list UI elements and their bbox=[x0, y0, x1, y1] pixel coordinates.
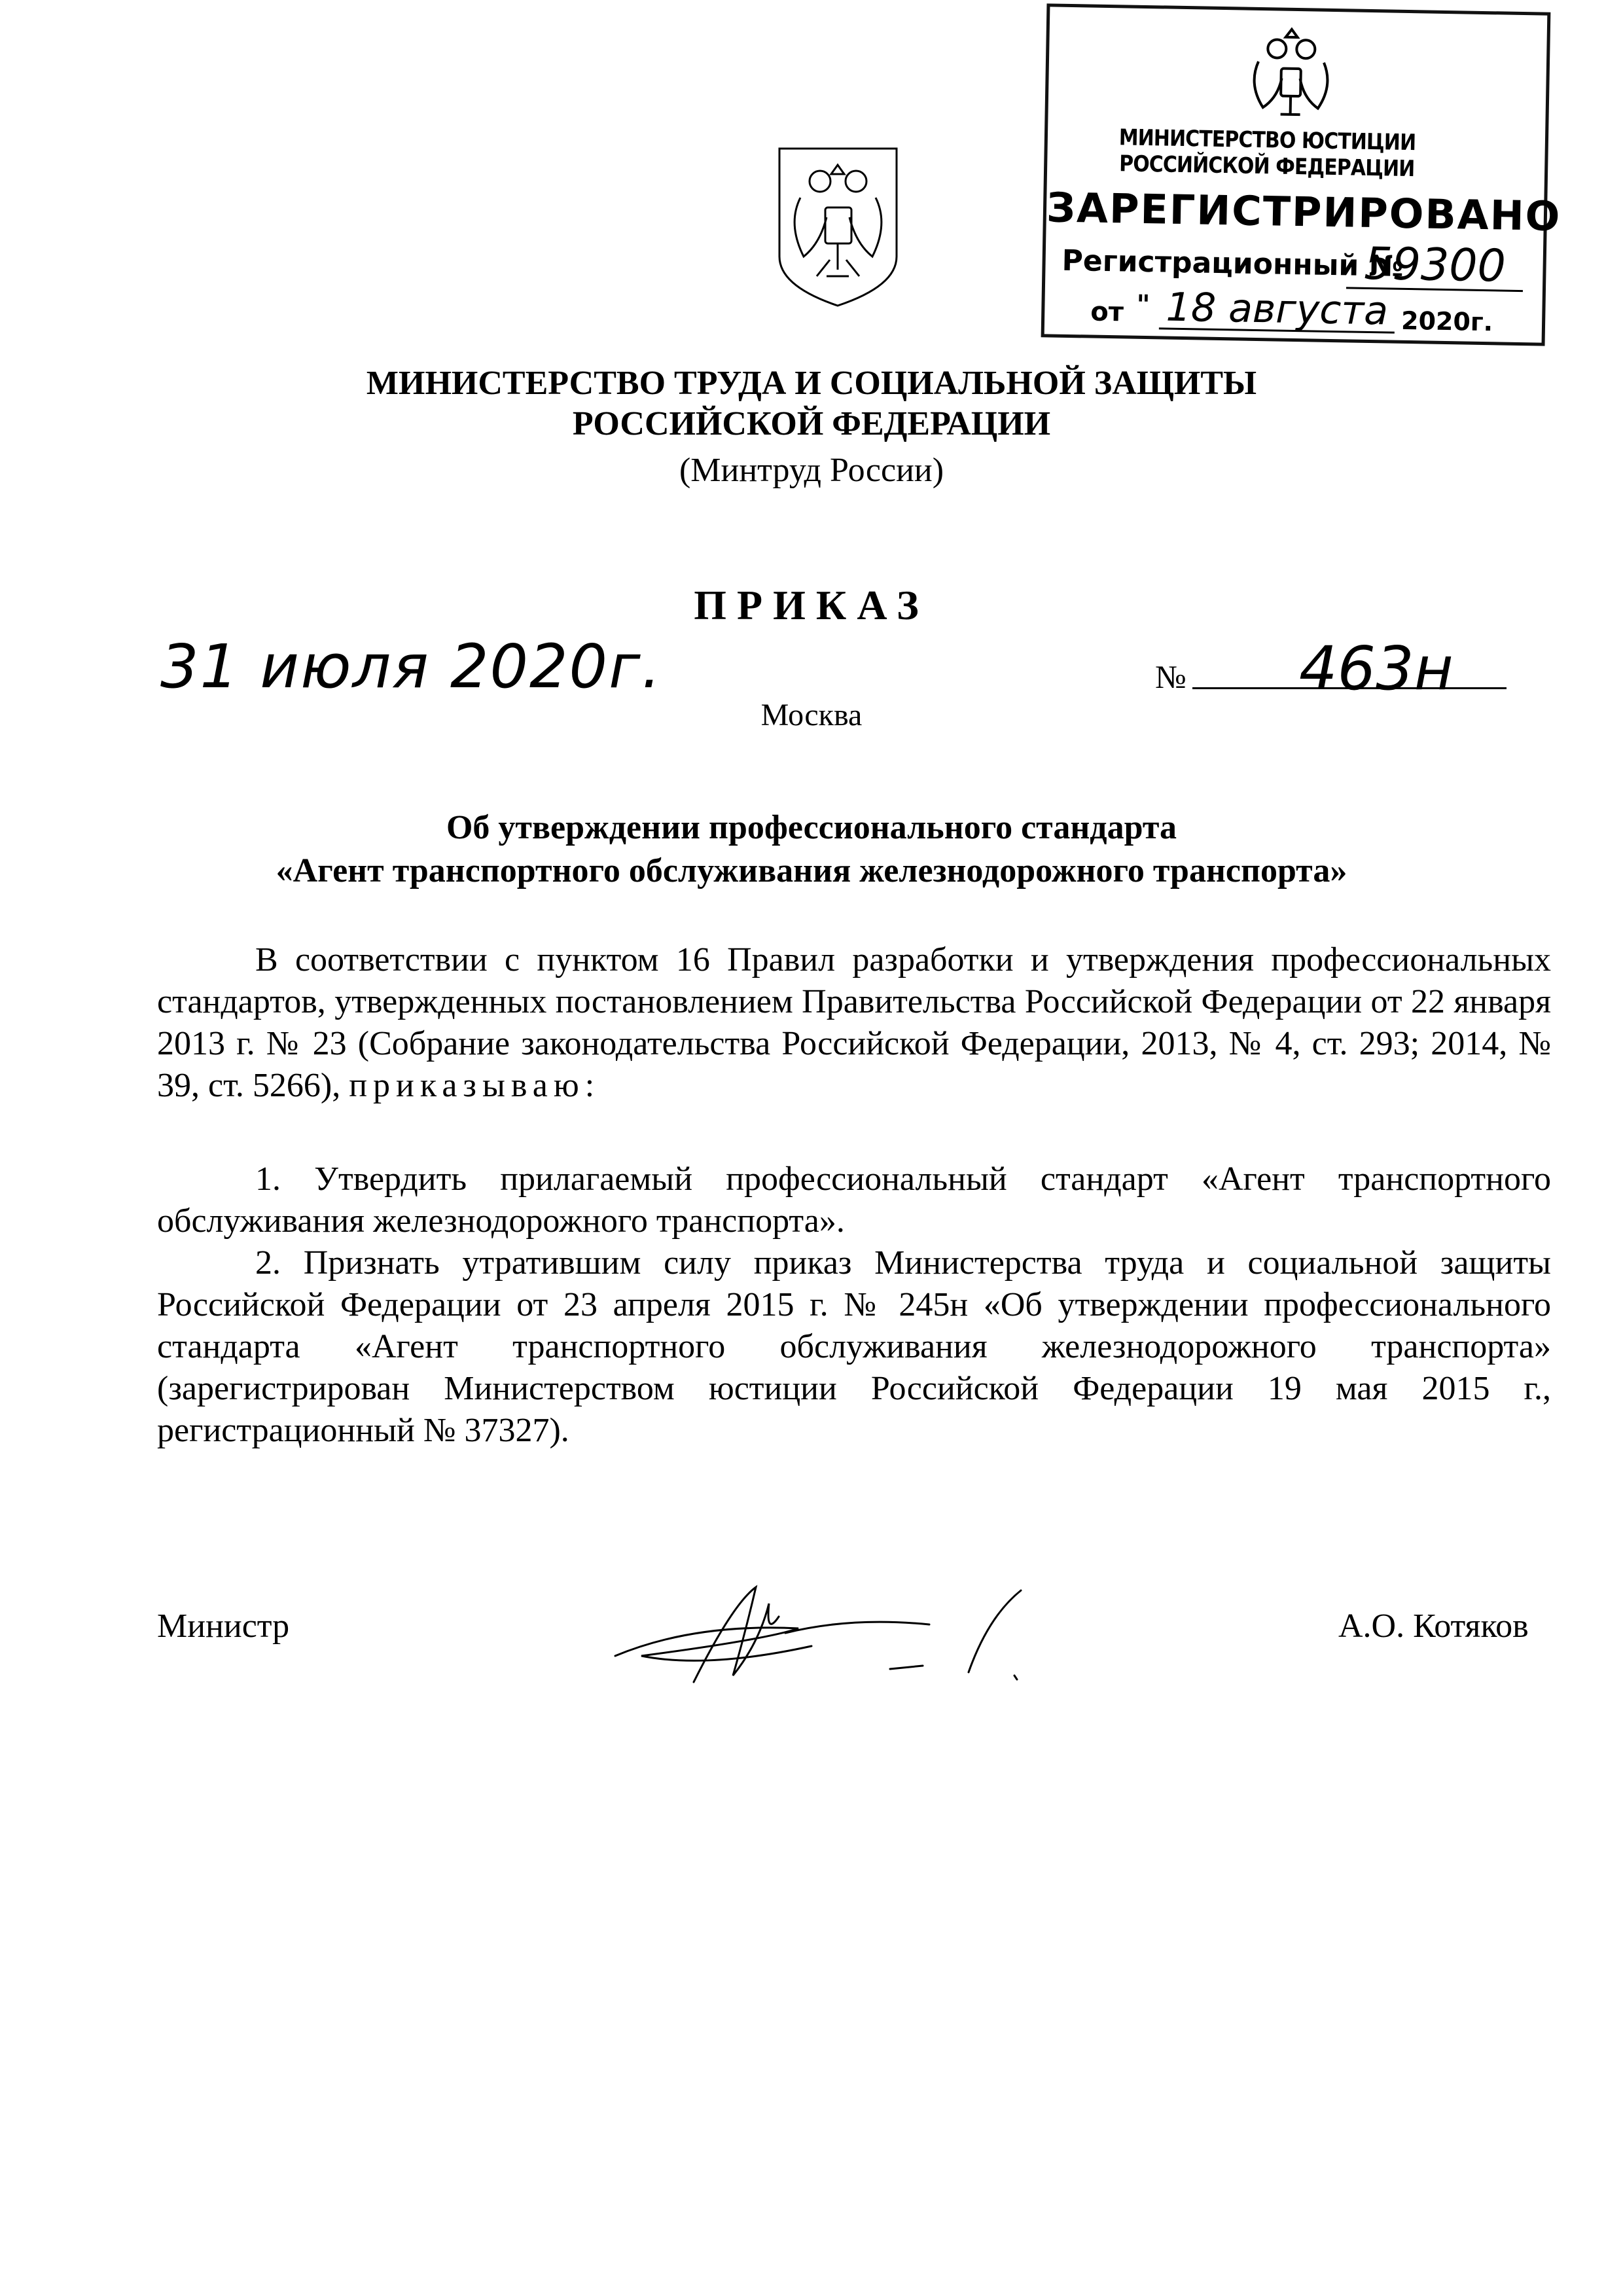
handwritten-signature bbox=[602, 1577, 1073, 1689]
city: Москва bbox=[760, 698, 863, 732]
title-line-1: Об утверждении профессионального стандарта bbox=[446, 809, 1177, 846]
document-type: ПРИКАЗ bbox=[694, 582, 929, 628]
stamp-quote-mark: " bbox=[1136, 289, 1150, 321]
stamp-from-label: от bbox=[1090, 296, 1124, 328]
ministry-heading bbox=[0, 363, 1623, 444]
preamble-text: В соответствии с пунктом 16 Правил разработки и утверждения профессиональных стандартов, утвержденных постановлением Правительства Российской Федерации от 22 января 2013 г. № 23 (Собрание законодательства Российской Федерации, 2013, № 4, ст. 293; 2014, № 39, ст. 5266), bbox=[157, 941, 1551, 1104]
coat-of-arms-emblem bbox=[774, 145, 902, 309]
ministry-short-name: (Минтруд России) bbox=[679, 452, 944, 489]
stamp-status: ЗАРЕГИСТРИРОВАНО bbox=[1046, 183, 1561, 241]
number-sign: № bbox=[1155, 658, 1186, 695]
signer-title: Министр bbox=[157, 1607, 290, 1645]
command-word: приказываю: bbox=[349, 1067, 601, 1104]
stamp-registration-date: 18 августа bbox=[1159, 287, 1395, 333]
ministry-line-1: МИНИСТЕРСТВО ТРУДА И СОЦИАЛЬНОЙ ЗАЩИТЫ bbox=[366, 365, 1257, 402]
stamp-registration-year: 2020г. bbox=[1400, 306, 1493, 337]
stamp-registration-label: Регистрационный № bbox=[1061, 243, 1404, 283]
clause-2-text: 2. Признать утратившим силу приказ Министерства труда и социальной защиты Российской Федерации от 23 апреля 2015 г. № 245н «Об утверждении профессионального стандарта «Агент транспортного обслуживания железнодорожного транспорта» (зарегистрирован Министерством юстиции Российской Федерации 19 мая 2015 г., регистрационный № 37327). bbox=[157, 1244, 1551, 1449]
stamp-coat-of-arms-icon bbox=[1244, 22, 1338, 122]
preamble-paragraph bbox=[157, 939, 1551, 1107]
order-number-handwritten: 463н bbox=[1299, 634, 1454, 704]
stamp-registration-number: 59300 bbox=[1346, 241, 1524, 292]
signer-name: А.О. Котяков bbox=[1338, 1607, 1529, 1645]
stamp-ministry-name: МИНИСТЕРСТВО ЮСТИЦИИ РОССИЙСКОЙ ФЕДЕРАЦИИ bbox=[1118, 124, 1416, 183]
order-date-handwritten: 31 июля 2020г. bbox=[160, 632, 662, 702]
title-line-2: «Агент транспортного обслуживания железнодорожного транспорта» bbox=[276, 852, 1347, 889]
clause-1-text: 1. Утвердить прилагаемый профессиональный стандарт «Агент транспортного обслуживания железнодорожного транспорта». bbox=[157, 1160, 1551, 1240]
clause-1 bbox=[157, 1158, 1551, 1242]
clause-2 bbox=[157, 1242, 1551, 1452]
ministry-line-2: РОССИЙСКОЙ ФЕДЕРАЦИИ bbox=[572, 405, 1051, 442]
registration-stamp bbox=[1041, 3, 1561, 346]
document-title bbox=[0, 806, 1623, 893]
